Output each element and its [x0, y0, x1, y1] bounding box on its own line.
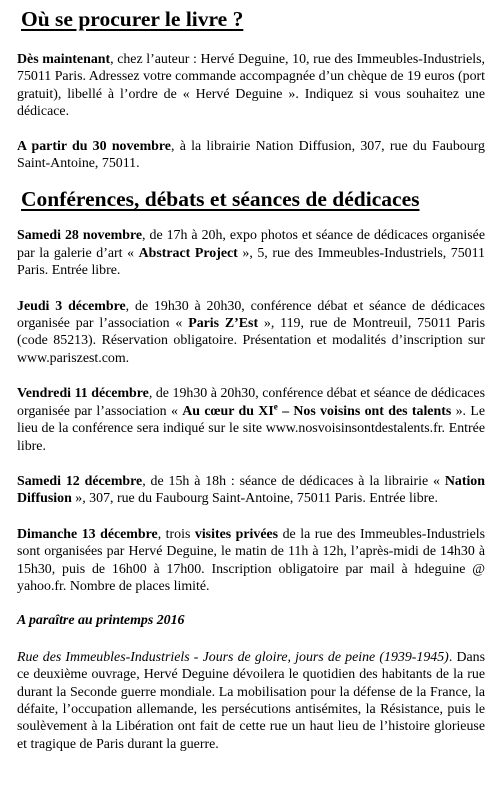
- event-text: , de 15h à 18h : séance de dédicaces à la librairie «: [142, 473, 445, 489]
- event-venue-tail: – Nos voisins ont des talents: [277, 403, 452, 419]
- order-from-author-paragraph: [17, 51, 485, 121]
- event-venue: Paris Z’Est: [188, 316, 259, 332]
- event-text: de la rue des Immeubles-Industriels sont organisées par Hervé Deguine, le matin de 11h à 12h, l’après-midi de 14h30 à 15h30, puis de 16h00 à 17h00. Inscription obligatoire par mail à hdeguine @ yahoo.fr. Nombre de places limité.: [17, 526, 485, 594]
- order-bookstore-text: , à la librairie Nation Diffusion, 307, rue du Faubourg Saint-Antoine, 75011.: [17, 138, 485, 172]
- event-date: Dimanche 13 décembre: [17, 526, 158, 542]
- order-from-author-lead: Dès maintenant: [17, 52, 111, 67]
- event-date: Vendredi 11 décembre: [17, 386, 149, 402]
- order-bookstore-lead: A partir du 30 novembre: [17, 138, 171, 154]
- event-date: Jeudi 3 décembre: [17, 298, 126, 314]
- event-text: », 5, rue des Immeubles-Industriels, 75011 Paris. Entrée libre.: [17, 245, 486, 279]
- event-highlight: visites privées: [194, 526, 279, 542]
- event-venue-name: Au cœur du XI: [182, 403, 274, 419]
- order-from-author-text: , chez l’auteur : Hervé Deguine, 10, rue des Immeubles-Industriels, 75011 Paris. Adressez votre commande accompagnée d’un chèque de 19 euros (port gratuit), libellé à l’ordre de « Hervé Deguine ». Indiquez si vous souhaitez une dédicace.: [17, 52, 485, 120]
- order-section-heading: Où se procurer le livre ?: [21, 7, 244, 31]
- event-item-nov-28: [17, 227, 485, 279]
- event-text: , de 19h30 à 20h30, conférence débat et séance de dédicaces organisée par l’association «: [17, 298, 485, 332]
- event-date: Samedi 12 décembre: [17, 473, 143, 489]
- order-bookstore-paragraph: [17, 138, 485, 173]
- event-venue: Nation Diffusion: [17, 473, 485, 507]
- event-text: ». Le lieu de la conférence sera indiqué sur le site www.nosvoisinsontdestalents.fr. Entrée libre.: [17, 403, 485, 454]
- event-item-dec-12: [17, 473, 485, 508]
- upcoming-book-description: [17, 649, 485, 753]
- event-venue-superscript: e: [273, 401, 278, 412]
- event-text: », 119, rue de Montreuil, 75011 Paris (code 85213). Réservation obligatoire. Présentation et modalités d’inscription sur www.pariszest.com.: [17, 316, 486, 366]
- event-item-dec-11: [17, 385, 485, 455]
- event-text: , trois: [157, 526, 195, 542]
- event-text: , de 19h30 à 20h30, conférence débat et séance de dédicaces organisée par l’association «: [17, 386, 486, 419]
- event-venue: [182, 401, 452, 419]
- event-item-dec-13: [17, 526, 485, 596]
- upcoming-book-text: . Dans ce deuxième ouvrage, Hervé Deguine dévoilera le quotidien des habitants de la rue durant la Seconde guerre mondiale. La mobilisation pour la défense de la France, la défaite, l’occupation allemande, les persécutions antisémites, la Résistance, puis le soulèvement à la Libération ont fait de cette rue un haut lieu de l’histoire glorieuse et tragique de Paris durant la guerre.: [17, 649, 485, 752]
- upcoming-heading: A paraître au printemps 2016: [17, 613, 185, 629]
- upcoming-book-title: Rue des Immeubles-Industriels - Jours de gloire, jours de peine (1939-1945): [17, 649, 449, 665]
- event-item-dec-3: [17, 298, 485, 368]
- event-venue: Abstract Project: [138, 245, 238, 261]
- event-date: Samedi 28 novembre: [17, 228, 143, 244]
- events-section-heading: Conférences, débats et séances de dédicaces: [21, 187, 420, 212]
- event-text: , de 17h à 20h, expo photos et séance de dédicaces organisée par la galerie d’art «: [17, 228, 485, 261]
- event-text: », 307, rue du Faubourg Saint-Antoine, 75011 Paris. Entrée libre.: [71, 491, 438, 507]
